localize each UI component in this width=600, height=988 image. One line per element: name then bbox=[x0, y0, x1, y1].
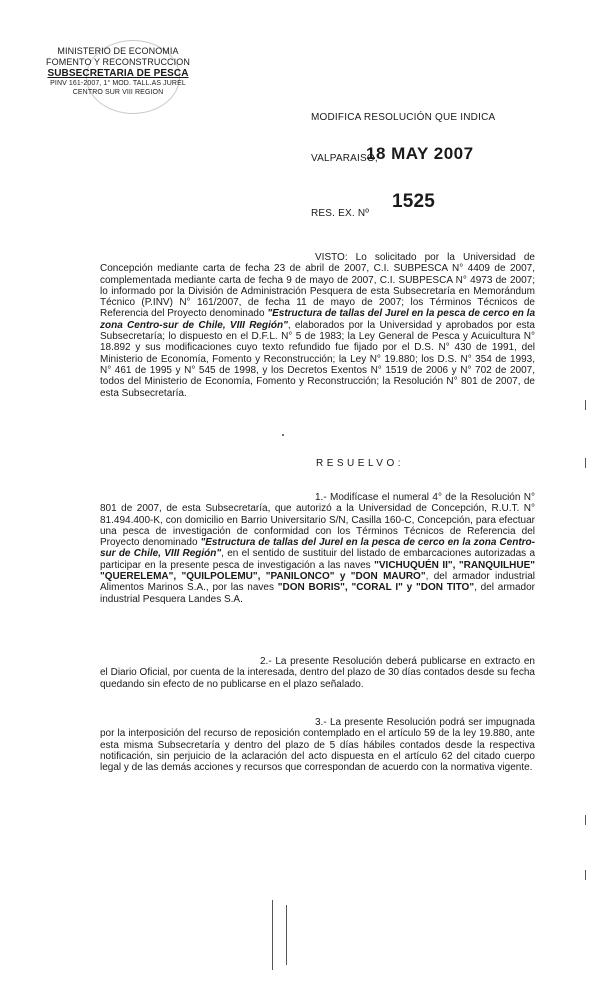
article-1-vessels-added: "DON BORIS", "CORAL I" y "DON TITO" bbox=[277, 582, 475, 594]
scan-edge-mark bbox=[585, 400, 586, 410]
resolution-number: 1525 bbox=[392, 191, 436, 212]
region-reference: CENTRO SUR VIII REGION bbox=[72, 89, 164, 96]
scan-margin-line bbox=[272, 900, 273, 970]
article-1-text-3: , del armador industrial Alimentos Marinos S.A., por las naves bbox=[100, 571, 536, 594]
ministry-subtitle: FOMENTO Y RECONSTRUCCION bbox=[46, 57, 190, 67]
article-1-vessels-removed: "VICHUQUÉN II", "RANQUILHUE" "QUERELEMA", "QUILPOLEMU", "PANILONCO" y "DON MAURO" bbox=[100, 559, 535, 583]
visto-project-title: "Estructura de tallas del Jurel en la pesca de cerco en la zona Centro-sur de Chile, VIII Región" bbox=[100, 308, 536, 331]
resolution-label: RES. EX. Nº bbox=[311, 208, 370, 219]
scan-edge-mark bbox=[585, 815, 586, 825]
article-1-text-2: , en el sentido de sustituir del listado de embarcaciones autorizadas a participar en la presente pesca de investigación a las naves bbox=[100, 548, 535, 571]
scan-margin-line bbox=[286, 905, 287, 965]
article-1-text-1: 1.- Modifícase el numeral 4° de la Resolución N° 801 de 2007, de esta Subsecretaría, que autorizó a la Universidad de Concepción, R.U.T. N° 81.494.400-K, con domicilio en Barrio Universitario S/N, Casilla 160-C, Concepción, para efectuar una pesca de investigación de conformidad con los Términos Técnicos de Referencia del Proyecto denominado bbox=[100, 492, 535, 549]
visto-text-2: , elaborados por la Universidad y aprobados por esta Subsecretaría; lo dispuesto en el D.F.L. N° 5 de 1983; la Ley General de Pesca y Acuicultura N° 18.892 y sus modificaciones cuyo texto refundido fue fijado por el D.S. N° 430 de 1991, del Ministerio de Economía, Fomento y Reconstrucción; la Ley N° 19.880; los D.S. N° 354 de 1993, N° 461 de 1995 y N° 545 de 1998, y los Decretos Exentos N° 1519 de 2006 y N° 702 de 2007, todos del Ministerio de Economía, Fomento y Reconstrucción; la Resolución N° 801 de 2007, de esta Subsecretaría. bbox=[100, 319, 535, 399]
ministry-name: MINISTERIO DE ECONOMIA bbox=[57, 46, 179, 56]
file-reference: PINV 161-2007, 1° MOD. TALL.AS JUREL bbox=[50, 80, 186, 87]
visto-lead: VISTO: bbox=[315, 252, 348, 263]
subsecretaria-name: SUBSECRETARIA DE PESCA bbox=[47, 68, 189, 79]
visto-text-1: Lo solicitado por la Universidad de Concepción mediante carta de fecha 23 de abril de 2007, C.I. SUBPESCA N° 4409 de 2007, complementada mediante carta de fecha 9 de mayo de 2007, C.I. SUBPESCA N° 4973 de 2007; lo informado por la División de Administración Pesquera de esta Subsecretaría en Memorándum Técnico (P.INV) N° 161/2007, de fecha 11 de mayo de 2007; los Términos Técnicos de Referencia del Proyecto denominado bbox=[100, 252, 535, 320]
city: VALPARAISO, bbox=[311, 153, 378, 164]
article-2: 2.- La presente Resolución deberá publicarse en extracto en el Diario Oficial, por cuenta de la interesada, dentro del plazo de 30 días contados desde su fecha quedando sin efecto de no publicarse en el plazo señalado. bbox=[100, 656, 535, 690]
article-1 bbox=[100, 492, 535, 605]
resolution-subject: MODIFICA RESOLUCIÓN QUE INDICA bbox=[311, 112, 496, 123]
letterhead bbox=[18, 46, 218, 97]
article-1-text-4: , del armador industrial Pesquera Landes S.A. bbox=[100, 582, 535, 605]
article-3: 3.- La presente Resolución podrá ser impugnada por la interposición del recurso de reposición contemplado en el artículo 59 de la ley 19.880, ante esta misma Subsecretaría y dentro del plazo de 5 días hábiles contados desde la respectiva notificación, sin perjuicio de la aclaración del acto dispuesta en el artículo 62 del citado cuerpo legal y de las demás acciones y recursos que correspondan de acuerdo con la normativa vigente. bbox=[100, 717, 535, 774]
date-stamp: 18 MAY 2007 bbox=[366, 144, 474, 163]
ink-dot bbox=[282, 434, 284, 436]
scan-edge-mark bbox=[585, 458, 586, 468]
article-1-project-title: "Estructura de tallas del Jurel en la pesca de cerco en la zona Centro-sur de Chile, VIII Región" bbox=[100, 537, 535, 560]
resuelvo-heading: RESUELVO: bbox=[316, 458, 404, 469]
scan-edge-mark bbox=[585, 870, 586, 880]
visto-paragraph bbox=[100, 252, 535, 399]
